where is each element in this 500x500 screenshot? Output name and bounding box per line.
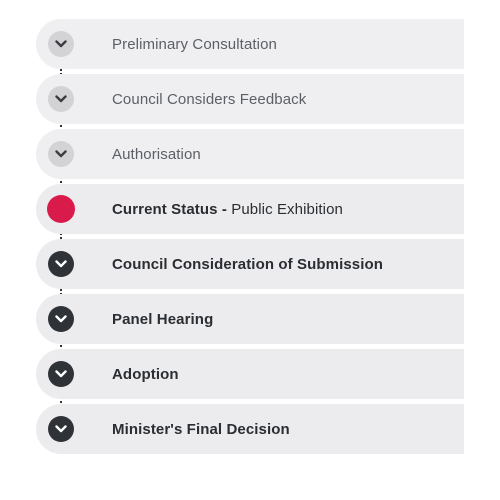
step-current-status[interactable] — [36, 184, 464, 234]
chevron-down-icon[interactable] — [48, 306, 74, 332]
process-timeline — [36, 19, 464, 459]
chevron-down-icon[interactable] — [48, 251, 74, 277]
status-dot-icon — [47, 195, 75, 223]
step-label: Panel Hearing — [112, 310, 214, 328]
chevron-down-icon[interactable] — [48, 86, 74, 112]
step-ministers-final-decision[interactable] — [36, 404, 464, 454]
step-preliminary-consultation[interactable] — [36, 19, 464, 69]
step-label — [112, 201, 343, 218]
step-council-considers-feedback[interactable] — [36, 74, 464, 124]
step-council-consideration[interactable] — [36, 239, 464, 289]
step-label: Authorisation — [112, 145, 201, 163]
step-label: Adoption — [112, 365, 179, 383]
step-label: Preliminary Consultation — [112, 35, 277, 53]
step-panel-hearing[interactable] — [36, 294, 464, 344]
current-status-value: Public Exhibition — [231, 200, 343, 218]
chevron-down-icon[interactable] — [48, 31, 74, 57]
step-label: Minister's Final Decision — [112, 420, 290, 438]
step-authorisation[interactable] — [36, 129, 464, 179]
step-label: Council Considers Feedback — [112, 90, 307, 108]
chevron-down-icon[interactable] — [48, 141, 74, 167]
step-label: Council Consideration of Submission — [112, 255, 384, 273]
chevron-down-icon[interactable] — [48, 361, 74, 387]
current-status-prefix: Current Status - — [112, 200, 232, 218]
step-adoption[interactable] — [36, 349, 464, 399]
chevron-down-icon[interactable] — [48, 416, 74, 442]
